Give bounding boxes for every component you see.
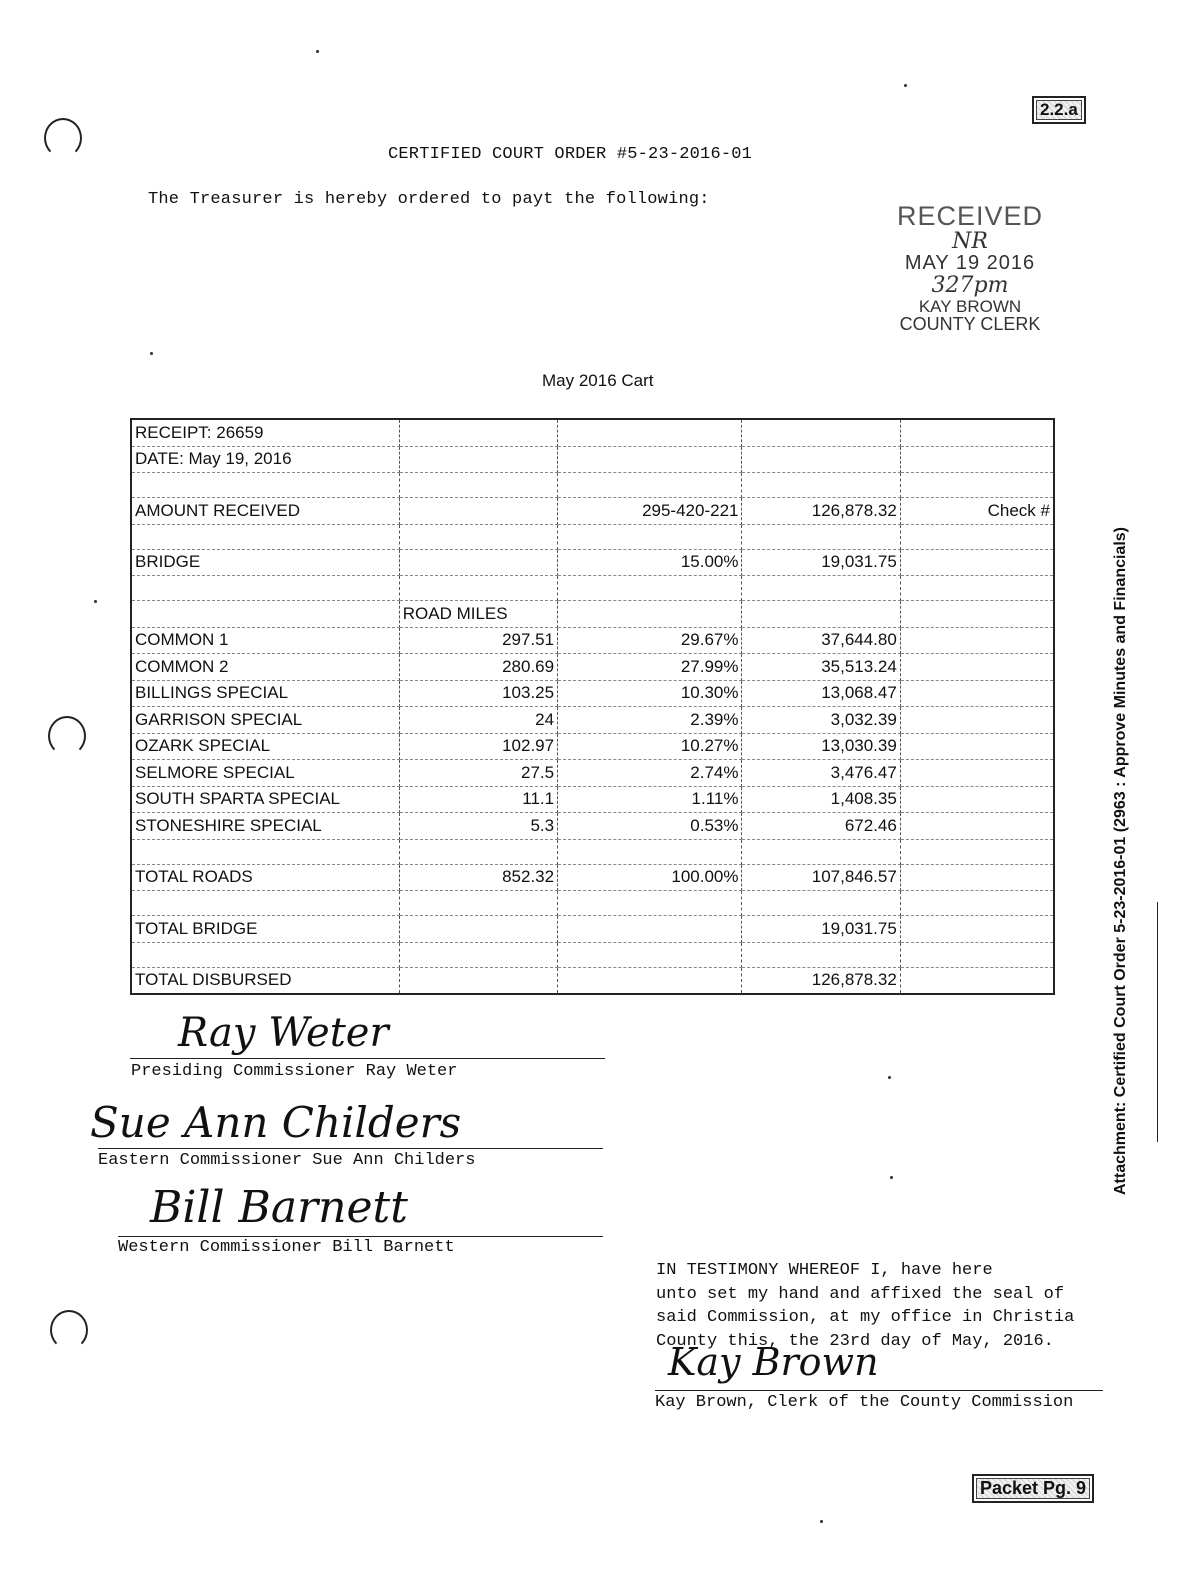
table-row: [131, 627, 1054, 654]
amount-received-label: AMOUNT RECEIVED: [131, 498, 399, 525]
table-row: [131, 473, 1054, 498]
table-row: [131, 498, 1054, 525]
signature-sue-ann-childers: Sue Ann Childers: [90, 1098, 462, 1147]
received-stamp: [885, 202, 1055, 334]
road-amount: 3,476.47: [742, 760, 900, 787]
stamp-name: KAY BROWN: [918, 296, 1022, 316]
scan-speck: [890, 1176, 893, 1179]
signature-kay-brown: Kay Brown: [668, 1340, 879, 1384]
table-row: [131, 576, 1054, 601]
table-row: [131, 601, 1054, 628]
binder-hole-bottom: [50, 1310, 88, 1350]
binder-hole-top: [44, 118, 82, 158]
stamp-office: COUNTY CLERK: [899, 314, 1041, 335]
total-disbursed-label: TOTAL DISBURSED: [131, 967, 399, 994]
amount-received-value: 126,878.32: [742, 498, 900, 525]
stamp-time: 327pm: [931, 273, 1009, 299]
road-percent: 2.39%: [558, 707, 742, 734]
clerk-caption: Kay Brown, Clerk of the County Commission: [655, 1393, 1074, 1412]
total-roads-label: TOTAL ROADS: [131, 864, 399, 891]
signature-caption-western: Western Commissioner Bill Barnett: [118, 1238, 455, 1257]
margin-rule: [1157, 902, 1158, 1142]
total-roads-percent: 100.00%: [558, 864, 742, 891]
check-number-label: Check #: [900, 498, 1054, 525]
stamp-received: RECEIVED: [896, 201, 1044, 231]
scan-speck: [820, 1520, 823, 1523]
road-miles-header: ROAD MILES: [399, 601, 557, 628]
signature-line: [98, 1148, 603, 1149]
road-percent: 10.27%: [558, 733, 742, 760]
total-roads-amount: 107,846.57: [742, 864, 900, 891]
road-miles: 27.5: [399, 760, 557, 787]
road-miles: 297.51: [399, 627, 557, 654]
road-miles: 11.1: [399, 786, 557, 813]
road-miles: 280.69: [399, 654, 557, 681]
table-row: [131, 707, 1054, 734]
scan-speck: [316, 50, 319, 53]
table-row: [131, 524, 1054, 549]
binder-hole-middle: [48, 716, 86, 756]
road-name: GARRISON SPECIAL: [131, 707, 399, 734]
road-amount: 1,408.35: [742, 786, 900, 813]
table-row: [131, 549, 1054, 576]
attachment-side-label: Attachment: Certified Court Order 5-23-2016-01 (2963 : Approve Minutes and Financials): [1112, 526, 1129, 1195]
stamp-initials: NR: [952, 229, 988, 255]
scan-speck: [888, 1076, 891, 1079]
road-name: BILLINGS SPECIAL: [131, 680, 399, 707]
road-percent: 1.11%: [558, 786, 742, 813]
road-name: SOUTH SPARTA SPECIAL: [131, 786, 399, 813]
road-amount: 13,030.39: [742, 733, 900, 760]
road-name: COMMON 1: [131, 627, 399, 654]
scan-speck: [150, 352, 153, 355]
account-number: 295-420-221: [558, 498, 742, 525]
page-title: CERTIFIED COURT ORDER #5-23-2016-01: [388, 145, 753, 164]
packet-page-tag: Packet Pg. 9: [972, 1474, 1094, 1503]
table-row: [131, 891, 1054, 916]
date-label: DATE: May 19, 2016: [131, 446, 399, 473]
road-percent: 2.74%: [558, 760, 742, 787]
table-row: [131, 446, 1054, 473]
table-row: [131, 760, 1054, 787]
bridge-amount: 19,031.75: [742, 549, 900, 576]
testimony-line: County this, the 23rd day of May, 2016.: [656, 1331, 1054, 1351]
scan-speck: [94, 600, 97, 603]
road-amount: 3,032.39: [742, 707, 900, 734]
total-bridge-label: TOTAL BRIDGE: [131, 916, 399, 943]
road-name: SELMORE SPECIAL: [131, 760, 399, 787]
bridge-label: BRIDGE: [131, 549, 399, 576]
testimony-text: [656, 1259, 1074, 1353]
road-miles: 5.3: [399, 813, 557, 840]
road-amount: 37,644.80: [742, 627, 900, 654]
receipt-label: RECEIPT: 26659: [131, 419, 399, 446]
signature-ray-weter: Ray Weter: [178, 1010, 389, 1056]
table-row: [131, 942, 1054, 967]
table-row: [131, 813, 1054, 840]
road-amount: 13,068.47: [742, 680, 900, 707]
signature-caption-presiding: Presiding Commissioner Ray Weter: [131, 1062, 458, 1081]
testimony-line: unto set my hand and affixed the seal of: [656, 1284, 1065, 1304]
testimony-line: said Commission, at my office in Christia: [656, 1308, 1075, 1327]
table-row: [131, 839, 1054, 864]
treasurer-instruction: The Treasurer is hereby ordered to payt the following:: [148, 190, 710, 209]
road-miles: 102.97: [399, 733, 557, 760]
road-percent: 10.30%: [558, 680, 742, 707]
road-miles: 103.25: [399, 680, 557, 707]
signature-line: [118, 1236, 603, 1237]
table-row: [131, 967, 1054, 994]
road-percent: 27.99%: [558, 654, 742, 681]
signature-line: [130, 1058, 605, 1059]
road-percent: 0.53%: [558, 813, 742, 840]
total-disbursed-amount: 126,878.32: [742, 967, 900, 994]
road-amount: 35,513.24: [742, 654, 900, 681]
road-name: COMMON 2: [131, 654, 399, 681]
road-amount: 672.46: [742, 813, 900, 840]
cart-title: May 2016 Cart: [542, 371, 654, 390]
scan-speck: [904, 84, 907, 87]
table-row: [131, 419, 1054, 446]
table-row: [131, 680, 1054, 707]
signature-caption-eastern: Eastern Commissioner Sue Ann Childers: [98, 1151, 476, 1170]
agenda-tag: 2.2.a: [1032, 96, 1086, 124]
total-bridge-amount: 19,031.75: [742, 916, 900, 943]
bridge-percent: 15.00%: [558, 549, 742, 576]
testimony-line: IN TESTIMONY WHEREOF I, have here: [656, 1261, 993, 1280]
table-row: [131, 786, 1054, 813]
stamp-date: MAY 19 2016: [904, 252, 1036, 275]
road-percent: 29.67%: [558, 627, 742, 654]
road-name: STONESHIRE SPECIAL: [131, 813, 399, 840]
table-row: [131, 916, 1054, 943]
signature-line: [655, 1390, 1103, 1391]
total-roads-miles: 852.32: [399, 864, 557, 891]
table-row: [131, 654, 1054, 681]
cart-table: [130, 418, 1055, 995]
road-miles: 24: [399, 707, 557, 734]
signature-bill-barnett: Bill Barnett: [150, 1182, 408, 1233]
road-name: OZARK SPECIAL: [131, 733, 399, 760]
table-row: [131, 733, 1054, 760]
table-row: [131, 864, 1054, 891]
